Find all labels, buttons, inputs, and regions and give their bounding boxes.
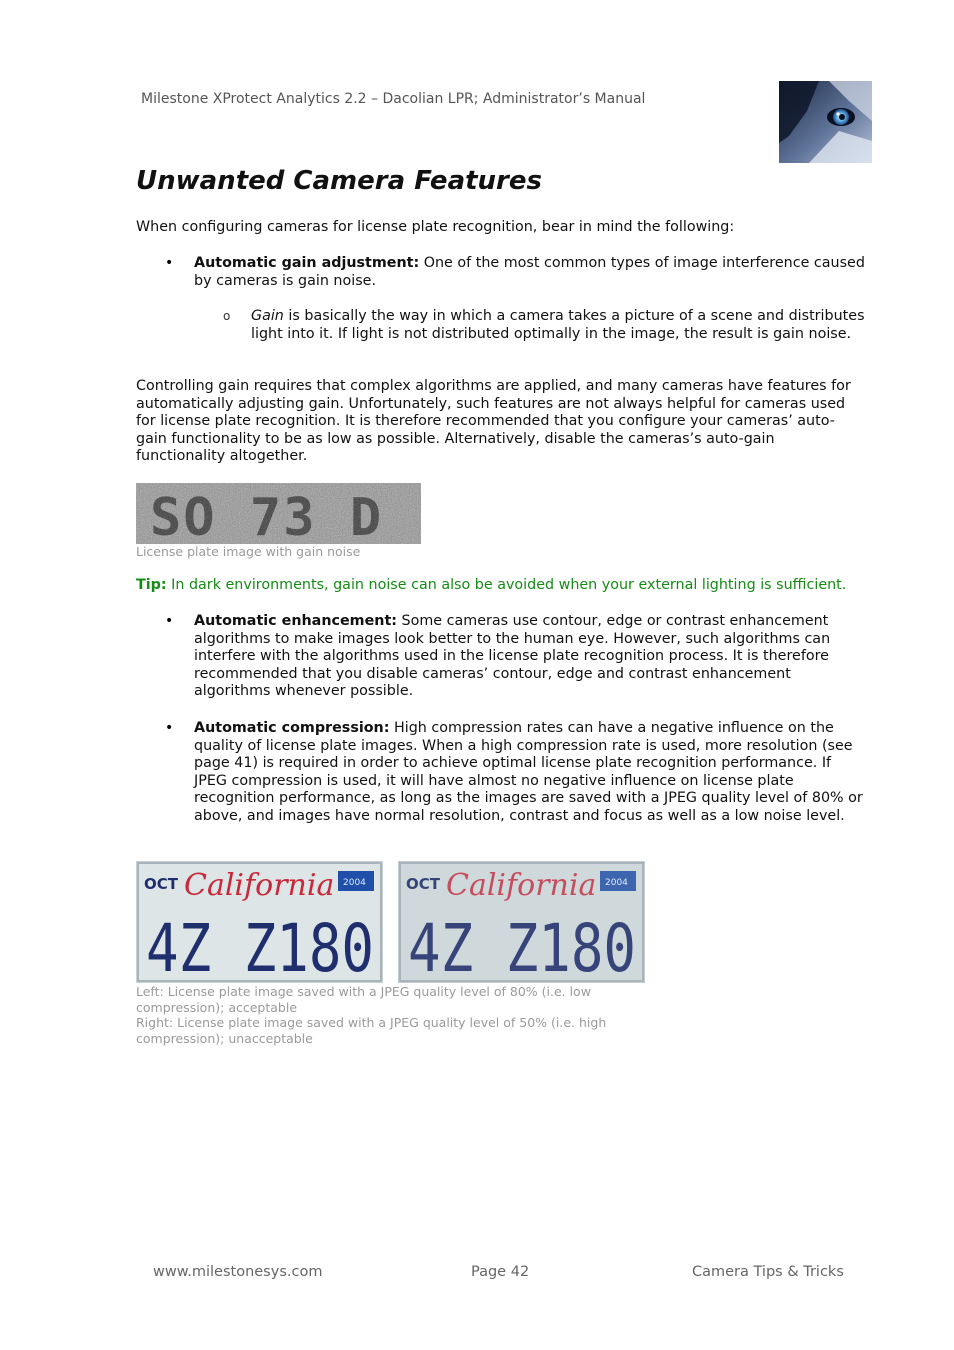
bullet-text: One of the most common types of image interference caused by cameras is gain noise.: [194, 255, 865, 289]
plate-state: California: [446, 868, 597, 903]
footer-section-name: Camera Tips & Tricks: [692, 1264, 844, 1280]
wolf-eye-logo-icon: [779, 81, 872, 163]
bullet-text: Some cameras use contour, edge or contrast enhancement algorithms to make images look better to the human eye. However, such algorithms can interfere with the algorithms used in the license plate recognition process. It is therefore recommended that you disable cameras’ contour, edge and contrast enhancement algorithms whenever possible.: [194, 613, 831, 700]
bullet-marker: •: [165, 613, 174, 629]
plate-image-low-compression: [136, 861, 383, 987]
plate-number: 4Z Z180: [408, 910, 636, 987]
bullet-marker: •: [165, 720, 174, 736]
noise-plate-text: SO 73 D: [150, 488, 384, 548]
tip-paragraph: [136, 577, 876, 593]
sub-bullet-gain-definition: [251, 308, 867, 343]
plate-caption-left: Left: License plate image saved with a JPEG quality level of 80% (i.e. low compression); acceptable: [136, 984, 591, 1015]
footer-website-link[interactable]: www.milestonesys.com: [153, 1264, 323, 1280]
sub-bullet-text: is basically the way in which a camera takes a picture of a scene and distributes light into it. If light is not distributed optimally in the image, the result is gain noise.: [251, 308, 865, 342]
tip-label: Tip:: [136, 577, 167, 593]
plate-number: 4Z Z180: [146, 910, 374, 987]
intro-paragraph: When configuring cameras for license plate recognition, bear in mind the following:: [136, 219, 735, 235]
plate-state: California: [184, 868, 335, 903]
bullet-text: High compression rates can have a negative influence on the quality of license plate images. When a high compression rate is used, more resolution (see page 41) is required in order to achieve optimal license plate recognition performance. If JPEG compression is used, it will have almost no negative influence on license plate recognition performance, as long as the images are saved with a JPEG quality level of 80% or above, and images have normal resolution, contrast and focus as well as a low noise level.: [194, 720, 863, 824]
bullet-enhancement: [194, 613, 866, 701]
tip-text: In dark environments, gain noise can also be avoided when your external lighting is sufficient.: [166, 577, 847, 593]
sub-bullet-marker: o: [223, 309, 231, 323]
plate-badge: OCT: [406, 875, 440, 893]
bullet-gain-adjustment: [194, 255, 866, 290]
bullet-label: Automatic compression:: [194, 720, 390, 736]
footer-page-number: Page 42: [471, 1264, 530, 1280]
section-title: Unwanted Camera Features: [136, 166, 542, 196]
bullet-marker: •: [165, 255, 174, 271]
plate-caption-right: Right: License plate image saved with a JPEG quality level of 50% (i.e. high compression); unacceptable: [136, 1015, 607, 1046]
gain-noise-caption: License plate image with gain noise: [136, 544, 361, 559]
document-header-title: Milestone XProtect Analytics 2.2 – Dacolian LPR; Administrator’s Manual: [141, 91, 646, 107]
plate-sticker: 2004: [343, 878, 366, 888]
plate-badge: OCT: [144, 875, 178, 893]
gain-paragraph: Controlling gain requires that complex algorithms are applied, and many cameras have features for automatically adjusting gain. Unfortunately, such features are not always helpful for cameras used for license plate recognition. It is therefore recommended that you configure your cameras’ auto-gain functionality to be as low as possible. Alternatively, disable the cameras’s auto-gain functionality altogether.: [136, 378, 851, 465]
bullet-compression: [194, 720, 866, 826]
gain-noise-plate-image: [136, 483, 421, 548]
bullet-label: Automatic enhancement:: [194, 613, 398, 629]
plate-sticker: 2004: [605, 878, 628, 888]
term-gain: Gain: [251, 308, 284, 324]
bullet-label: Automatic gain adjustment:: [194, 255, 420, 271]
plate-image-high-compression: [398, 861, 645, 987]
